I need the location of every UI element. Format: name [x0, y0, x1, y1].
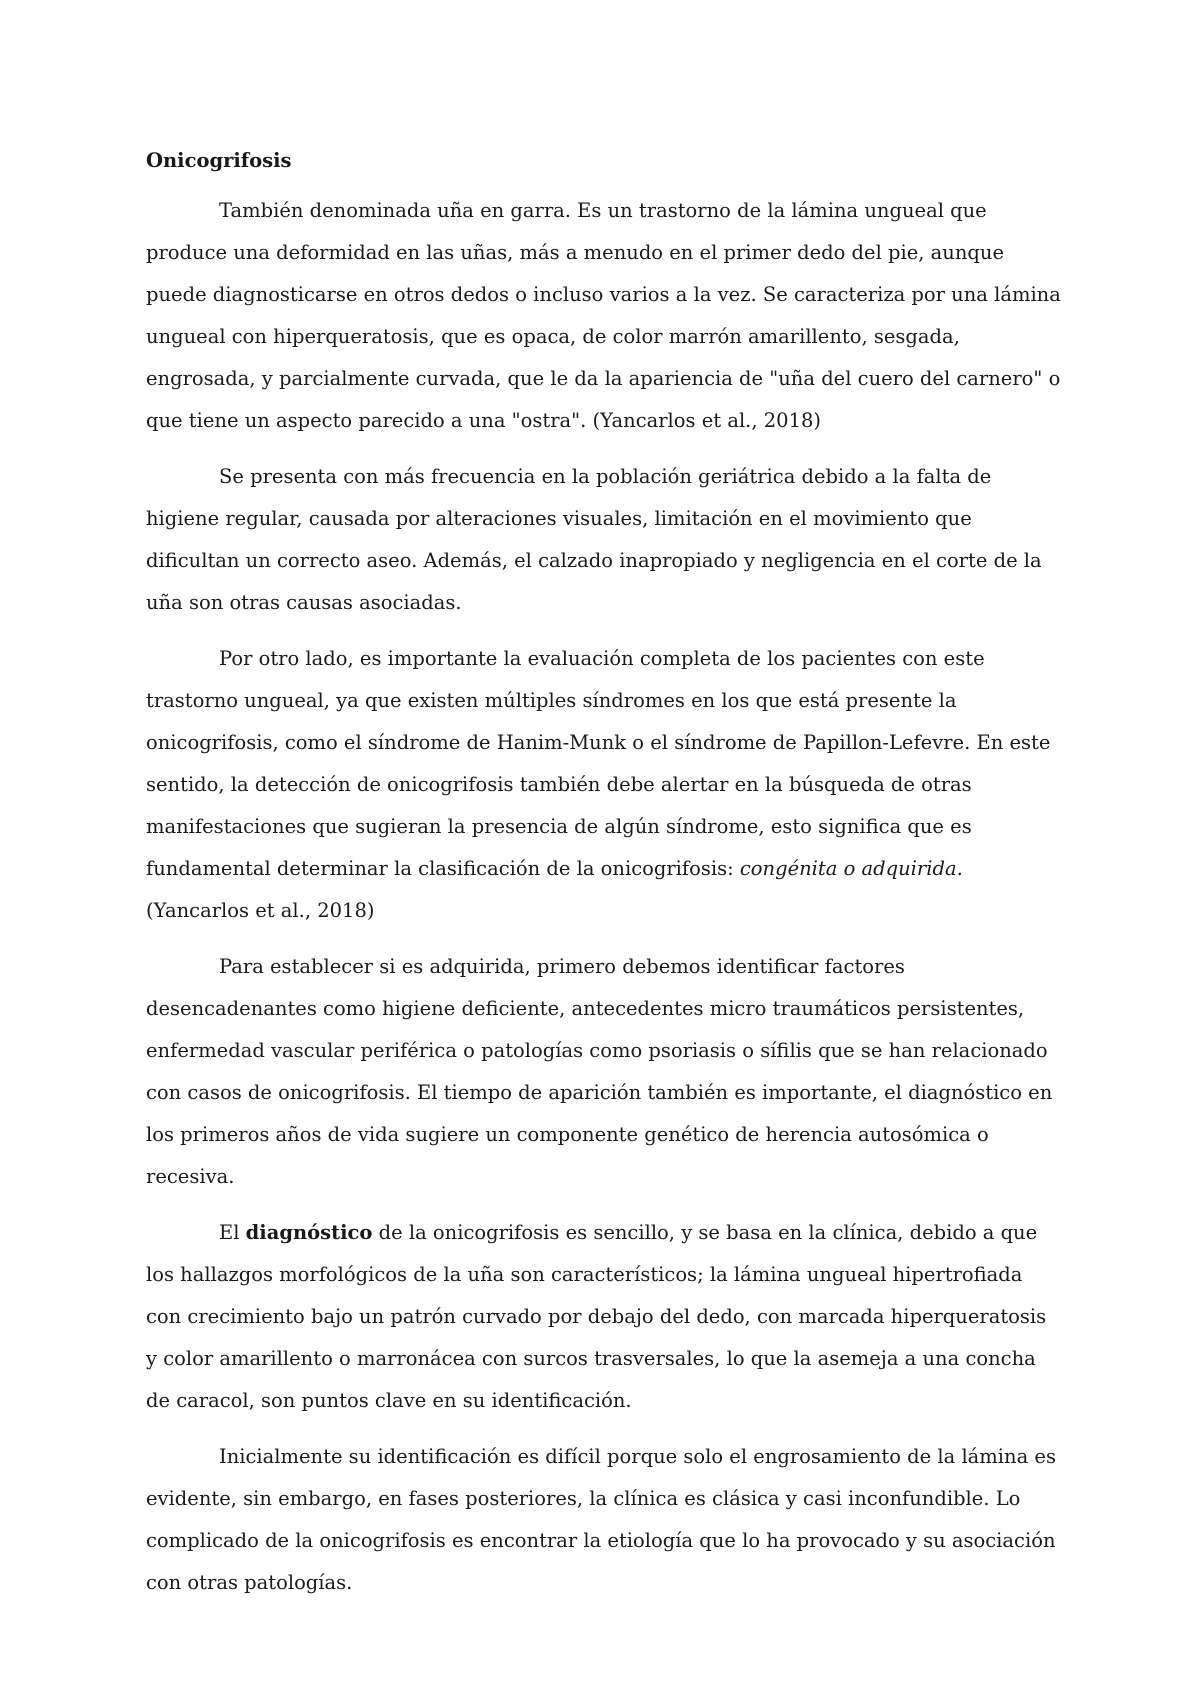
paragraph-frequency: Se presenta con más frecuencia en la población geriátrica debido a la falta de higiene regular, causada por alteraciones visuales, limitación en el movimiento que dificultan un correcto aseo. Además, el calzado inapropiado y negligencia en el corte de la uña son otras causas asociadas.	[146, 465, 1042, 614]
paragraph-evaluation	[146, 638, 1062, 932]
document-body	[146, 140, 1062, 1618]
paragraph-definition: También denominada uña en garra. Es un trastorno de la lámina ungueal que produce una deformidad en las uñas, más a menudo en el primer dedo del pie, aunque puede diagnosticarse en otros dedos o incluso varios a la vez. Se caracteriza por una lámina ungueal con hiperqueratosis, que es opaca, de color marrón amarillento, sesgada, engrosada, y parcialmente curvada, que le da la apariencia de "uña del cuero del carnero" o que tiene un aspecto parecido a una "ostra". (Yancarlos et al., 2018)	[146, 199, 1061, 432]
paragraph-evaluation-text: Por otro lado, es importante la evaluación completa de los pacientes con este trastorno ungueal, ya que existen múltiples síndromes en los que está presente la onicogrifosis, como el síndrome de Hanim-Munk o el síndrome de Papillon-Lefevre. En este sentido, la detección de onicogrifosis también debe alertar en la búsqueda de otras manifestaciones que sugieran la presencia de algún síndrome, esto significa que es fundamental determinar la clasificación de la onicogrifosis:	[146, 647, 1051, 880]
paragraph-diagnosis-text: de la onicogrifosis es sencillo, y se basa en la clínica, debido a que los hallazgos morfológicos de la uña son característicos; la lámina ungueal hipertrofiada con crecimiento bajo un patrón curvado por debajo del dedo, con marcada hiperqueratosis y color amarillento o marronácea con surcos trasversales, lo que la asemeja a una concha de caracol, son puntos clave en su identificación.	[146, 1221, 1047, 1412]
classification-emphasis: congénita o adquirida.	[739, 857, 963, 880]
paragraph-diagnosis-lead: El	[219, 1221, 246, 1244]
paragraph-acquired: Para establecer si es adquirida, primero debemos identificar factores desencadenantes como higiene deficiente, antecedentes micro traumáticos persistentes, enfermedad vascular periférica o patologías como psoriasis o sífilis que se han relacionado con casos de onicogrifosis. El tiempo de aparición también es importante, el diagnóstico en los primeros años de vida sugiere un componente genético de herencia autosómica o recesiva.	[146, 955, 1053, 1188]
diagnosis-bold: diagnóstico	[245, 1221, 373, 1244]
document-title: Onicogrifosis	[146, 149, 292, 172]
paragraph-diagnosis	[146, 1212, 1062, 1422]
citation-text: (Yancarlos et al., 2018)	[146, 899, 375, 922]
paragraph-identification: Inicialmente su identificación es difícil porque solo el engrosamiento de la lámina es evidente, sin embargo, en fases posteriores, la clínica es clásica y casi inconfundible. Lo complicado de la onicogrifosis es encontrar la etiología que lo ha provocado y su asociación con otras patologías.	[146, 1445, 1056, 1594]
